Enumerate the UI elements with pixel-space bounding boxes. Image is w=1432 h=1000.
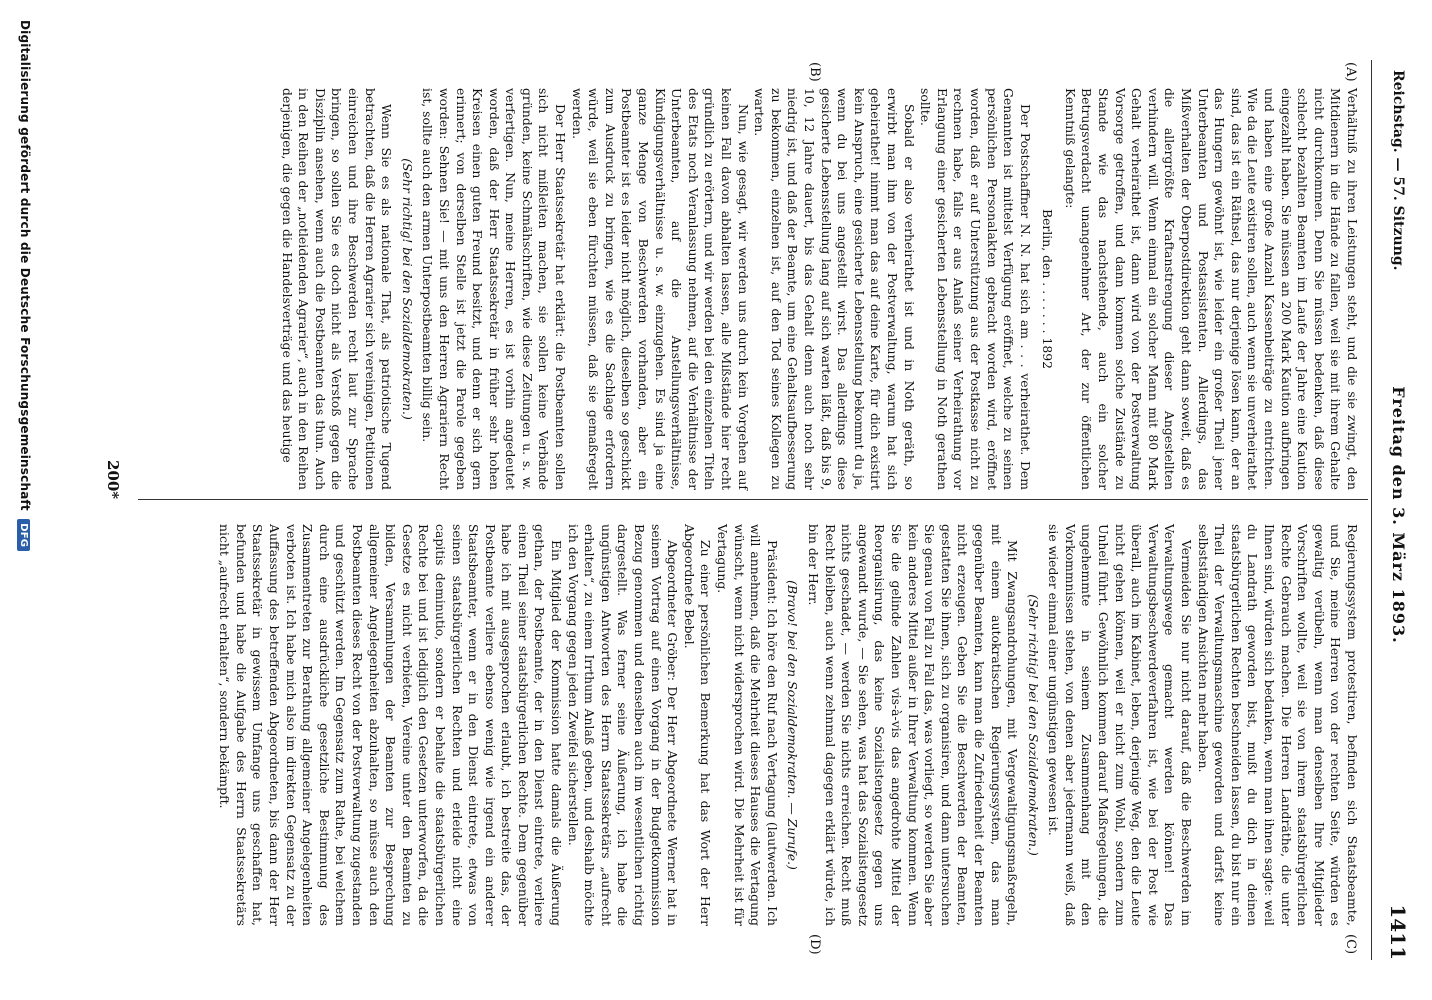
digitization-note (17, 20, 32, 551)
dfg-logo: DFG (17, 519, 30, 551)
dateline: Berlin, den . . . . . . . 1892 (1040, 208, 1056, 369)
header-date: Freitag den 3. März 1893. (1389, 386, 1408, 644)
margin-marker-d: (D) (807, 934, 822, 955)
paragraph: Der Herr Staatssekretär hat erklärt: die Postbeamten sollen sich nicht mißleiten machen, sie sollen keine Verbände gründen, keine Schmähschriften, wie diese Zeitungen u. s. w. verfertigen. Nun, meine Herren, es ist vorhin angedeutet worden, daß der Herr Staatssekretär in früher sehr hohen Kreisen einen guten Freund besitzt, und denn er sich gern erinnert; von derselben Stelle ist jetzt die Parole gegeben worden: Sehnen Sie! — mit uns den Herren Agrariern Recht ist, sollte auch den armen Unterpostbeamten billig sein. (420, 88, 569, 490)
header-session: Reichstag. — 57. Sitzung. (1390, 70, 1406, 271)
right-column (216, 524, 1360, 926)
paragraph: Mit Zwangsandrohungen, mit Vergewaltigungsmaßregeln, mit einem autokratischen Regierungssystem, das man gegenüber Beamten, kann man die Zufriedenheit der Beamten nicht erzeugen. Geben Sie die Beschwerden der Beamten, gestatten Sie ihnen, sich zu organisiren, und dann untersuchen Sie genau von Fall zu Fall das, was vorliegt, so werden Sie aber kein anderes Mittel außer in Ihrer Verwaltung kommen. Wenn Sie die gelinde Zahlen vis-à-vis das angedrohte Mittel der Reorganisirung, das keine Sozialistengesetz gegen uns angewandt wurde, — Sie sehen, was hat das Sozialistengesetz nichts geschadet, — werden Sie nichts erreichen. Recht muß Recht bleiben, auch wenn zehnmal dagegen erklärt würde, ich bin der Herr. (806, 524, 1021, 926)
paragraph: Regierungssystem protestiren, befinden sich Staatsbeamte, und Sie, meine Herren von der rechten Seite, würden es gewaltig verübeln, wenn man denselben Ihre Mitglieder Vorschriften wollte, weil sie von ihrem staatsbürgerlichen Rechte Gebrauch machen. Die Herren Landräthe, die unter Ihnen sind, würden sich bedanken, wenn man ihnen sagte: weil du Landrath geworden bist, mußt du dich in deinen staatsbürgerlichen Rechten beschneiden lassen, du bist nur ein Theil der Verwaltungsmaschine geworden und darfst keine selbstständigen Ansichten mehr haben. (1195, 524, 1360, 926)
left-column (278, 88, 1360, 490)
interjection: (Sehr richtig! bei den Sozialdemokraten.) (1025, 594, 1041, 856)
paragraph: Wenn Sie es als nationale That, als patriotische Tugend betrachten, daß die Herren Agrarier sich vereinigen, Petitionen einreichen und ihre Beschwerden recht laut zur Sprache bringen, so sollen Sie es doch nicht als Verstoß gegen die Disziplin ansehen, wenn auch die Postbeamten das thun. Auch in den Reihen der „notleidenden Agrarier“, auch in den Reihen derjenigen, die gegen die Handelsverträge und das heutige (279, 88, 395, 490)
margin-marker-c: (C) (1343, 934, 1358, 955)
interjection: (Sehr richtig! bei den Sozialdemokraten.) (399, 158, 415, 420)
paragraph: Abgeordneter Gröber: Der Herr Abgeordnete Werner hat in seinem Vortrag auf einen Vorgang in der Budgetkommission Bezug genommen und denselben auch im wesentlichen richtig dargestellt. Was ferner seine Äußerung, ich habe die ungünstigen Antworten des Herrn Staatssekretärs „aufrecht erhalten“, zu einem Irrthum Anlaß geben, und deshalb möchte ich den Vorgang gegen jeden Zweifel sicherstellen. (565, 524, 681, 926)
margin-marker-b: (B) (807, 62, 822, 82)
header-rule (1371, 60, 1372, 960)
page-header (1374, 70, 1414, 960)
digitization-text: Digitalisierung gefördert durch die Deutsche Forschungsgemeinschaft (18, 20, 32, 511)
paragraph: Der Postschaffner N. N. hat sich am . . . verheirathet. Dem Genannten ist mittelst Verfügung eröffnet, welche zu seinen persönlichen Personalakten gebracht worden wird, eröffnet worden, daß er auf Unterstützung aus der Postkasse nicht zu rechnen habe, falls er aus Anlaß seiner Verheirathung vor Erlangung einer gesicherten Lebensstellung in Noth gerathen sollte. (918, 88, 1033, 490)
page-number: 1411 (1386, 904, 1410, 960)
paragraph: Nun, wie gesagt, wir werden uns durch kein Vorgehen auf keinen Fall davon abhalten lassen, alle Mißstände hier recht gründlich zu erörtern, und wir werden bei den einzelnen Titeln des Etats noch Veranlassung nehmen, auf die Verhältnisse der Unterbeamten, auf die Anstellungsverhältnisse, Kündigungsverhältnisse u. s. w. einzugehen. Es sind ja eine ganze Menge von Beschwerden vorhanden, aber ein Postbeamter ist es leider nicht möglich, dieselben so geschickt zum Ausdruck zu bringen, wie es die Sachlage erfordern würde, weil sie eben fürchten müssen, daß sie gemaßregelt werden. (569, 88, 751, 490)
paragraph: Ein Mitglied der Kommission hatte damals die Äußerung gethan, der Postbeamte, der in den Dienst eintrete, verliere einen Theil seiner staatsbürgerlichen Rechte. Dem gegenüber habe ich mit ausgesprochen erlaubt, ich bestreite das, der Postbeamte verliere ebenso wenig wie irgend ein anderer Staatsbeamter, wenn er in den Dienst eintrete, etwas von seinen staatsbürgerlichen Rechten und erleide nicht eine capitis deminutio, sondern er behalte die staatsbürgerlichen Rechte bei und ist lediglich den Gesetzen unterworfen, da die Gesetze es nicht verbieten, Vereine unter den Beamten zu bilden, Versammlungen der Beamten zur Besprechung allgemeiner Angelegenheiten abzuhalten, so müsse auch den Postbeamten dieses Recht von der Postverwaltung zugestanden und geschützt werden. Im Gegensatz zum Rathe, bei welchem durch eine ausdrückliche gesetzliche Bestimmung des Zusammentreten zur Berathung allgemeiner Angelegenheiten verboten ist. Ich habe mich also im direkten Gegensatz zu der Auffassung des betreffenden Abgeordneten, bis dann der Herr Staatssekretär in gewissem Umfange uns geschaffen hat, befunden und habe die Aufgabe des Herrn Staatssekretärs nicht „aufrecht erhalten“, sondern bekämpft. (217, 524, 565, 926)
paragraph: Zu einer persönlichen Bemerkung hat das Wort der Herr Abgeordnete Bebel. (681, 524, 714, 926)
sheet-signature: 200* (104, 460, 122, 500)
paragraph: Vermeiden Sie nur nicht darauf, daß die Beschwerden im Verwaltungswege gemacht werden können! Das Verwaltungsbeschwerdeverfahren ist, wie bei der Post wie überall, auch im Kabinet, leben, derjenige Weg, den die Leute nicht gehen können, weil er nicht zum Wohl, sondern zum Unheil führt. Gewöhnlich kommen darauf Maßregelungen, die ungehemmte in seinem Zusammenhang mit den Vorkommnissen stehen, von denen aber jedermann weiß, daß sie wieder einmal einer ungünstigen gewesen ist. (1046, 524, 1195, 926)
interjection: (Bravo! bei den Sozialdemokraten. — Zurufe.) (785, 580, 801, 870)
paragraph: Verhältniß zu ihren Leistungen steht, und die sie zwingt, den Mitdienern in die Hände zu fallen, weil sie mit ihrem Gehalte nicht durchkommen. Denn Sie müssen bedenken, daß diese schlecht bezahlten Beamten im Laufe der Jahre eine Kaution eingezahlt haben. Sie müssen an 200 Mark Kaution aufbringen und haben eine große Anzahl Kassenbeiträge zu entrichten. Wie da die Leute existiren sollen, auch wenn sie unverheirathet sind, das ist ein Räthsel, das nur derjenige lösen kann, der an das Hungern gewöhnt ist, wie leider ein großer Theil jener Unterbeamten und Postassistenten. Allerdings, das Mißverhalten der Oberpostdirektion geht dann soweit, daß es die allergrößte Kraftanstrengung dieser Angestellten verhindern will. Wenn einmal ein solcher Mann mit 80 Mark Gehalt verheirathet ist, dann wird von der Postverwaltung Vorsorge getroffen, und dann kommen solche Zustände zu Stande wie das nachstehende, auch ein solcher Betrugsverdacht unangenehmer Art, der zur öffentlichen Kenntniß gelangte: (1062, 88, 1360, 490)
paragraph: Sobald er also verheirathet ist und in Noth geräth, so erwirbt man ihm von der Postverwaltung, warum hat sich geheirathet! nimmt man das auf deine Karte, für dich existirt kein Anspruch, eine gesicherte Lebensstellung bekommt du ja, wenn du bei uns angestellt wirst. Das allerdings diese gesicherte Lebensstellung lang auf sich warten läßt, daß bis 9, 10, 12 Jahre dauert, bis das Gehalt denn auch noch sehr niedrig ist, und daß der Beamte, um eine Gehaltsaufbesserung zu bekommen, einzelnen ist, auf den Tod seines Kollegen zu warten. (752, 88, 917, 490)
margin-marker-a: (A) (1343, 62, 1358, 82)
paragraph: Präsident: Ich höre den Ruf nach Vertagung (lautwerden. Ich will annehmen, daß die Mehrheit dieses Hauses die Vertagung wünscht, wenn nicht widersprochen wird. Die Mehrheit ist für Vertagung. (715, 524, 780, 926)
column-divider (138, 499, 1368, 500)
